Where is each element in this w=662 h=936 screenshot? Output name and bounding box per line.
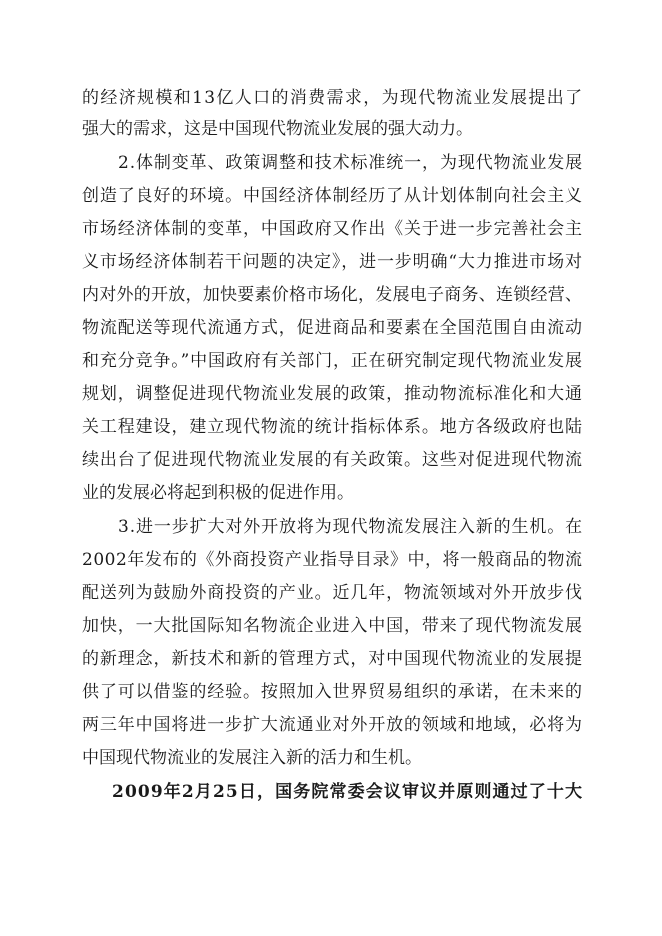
- paragraph-line: [0, 513, 662, 541]
- paragraph-line: [0, 678, 662, 706]
- paragraph-line: [0, 281, 662, 309]
- line-text: 两三年中国将进一步扩大流通业对外开放的领域和地域，必将为: [82, 715, 583, 735]
- paragraph-line: [0, 314, 662, 342]
- line-text: 中国现代物流业的发展注入新的活力和生机。: [82, 748, 422, 768]
- line-text: 的新理念，新技术和新的管理方式，对中国现代物流业的发展提: [82, 649, 583, 669]
- paragraph-line: [0, 380, 662, 408]
- line-text: 物流配送等现代流通方式，促进商品和要素在全国范围自由流动: [82, 318, 583, 338]
- line-text: 内对外的开放，加快要素价格市场化，发展电子商务、连锁经营、: [82, 285, 583, 305]
- line-text: 创造了良好的环境。中国经济体制经历了从计划体制向社会主义: [82, 186, 583, 206]
- paragraph-line: [0, 778, 662, 806]
- paragraph-line: [0, 446, 662, 474]
- line-text: 2009年2月25日，国务院常委会议审议并原则通过了十大: [112, 782, 584, 802]
- paragraph-line: [0, 115, 662, 143]
- line-text: 供了可以借鉴的经验。按照加入世界贸易组织的承诺，在未来的: [82, 682, 583, 702]
- line-text: 加快，一大批国际知名物流企业进入中国，带来了现代物流发展: [82, 616, 583, 636]
- paragraph-line: [0, 744, 662, 772]
- line-text: 2.体制变革、政策调整和技术标准统一，为现代物流业发展: [118, 153, 583, 173]
- paragraph-line: [0, 182, 662, 210]
- paragraph-line: [0, 479, 662, 507]
- paragraph-line: [0, 612, 662, 640]
- line-text: 关工程建设，建立现代物流的统计指标体系。地方各级政府也陆: [82, 417, 583, 437]
- paragraph-line: [0, 347, 662, 375]
- line-text: 业的发展必将起到积极的促进作用。: [82, 483, 354, 503]
- line-text: 配送列为鼓励外商投资的产业。近几年，物流领域对外开放步伐: [82, 583, 583, 603]
- line-text: 市场经济体制的变革，中国政府又作出《关于进一步完善社会主: [82, 219, 583, 239]
- line-text: 强大的需求，这是中国现代物流业发展的强大动力。: [82, 119, 473, 139]
- line-text: 和充分竞争。”中国政府有关部门，正在研究制定现代物流业发展: [82, 351, 583, 371]
- paragraph-line: [0, 546, 662, 574]
- line-text: 义市场经济体制若干问题的决定》，进一步明确“大力推进市场对: [82, 252, 583, 272]
- line-text: 3.进一步扩大对外开放将为现代物流发展注入新的生机。在: [118, 517, 583, 537]
- line-text: 的经济规模和13亿人口的消费需求，为现代物流业发展提出了: [82, 88, 584, 108]
- paragraph-line: [0, 215, 662, 243]
- paragraph-line: [0, 579, 662, 607]
- paragraph-line: [0, 149, 662, 177]
- line-text: 规划，调整促进现代物流业发展的政策，推动物流标准化和大通: [82, 384, 583, 404]
- line-text: 续出台了促进现代物流业发展的有关政策。这些对促进现代物流: [82, 450, 583, 470]
- paragraph-line: [0, 413, 662, 441]
- paragraph-line: [0, 248, 662, 276]
- paragraph-line: [0, 645, 662, 673]
- line-text: 2002年发布的《外商投资产业指导目录》中，将一般商品的物流: [82, 550, 583, 570]
- paragraph-line: [0, 84, 662, 112]
- paragraph-line: [0, 711, 662, 739]
